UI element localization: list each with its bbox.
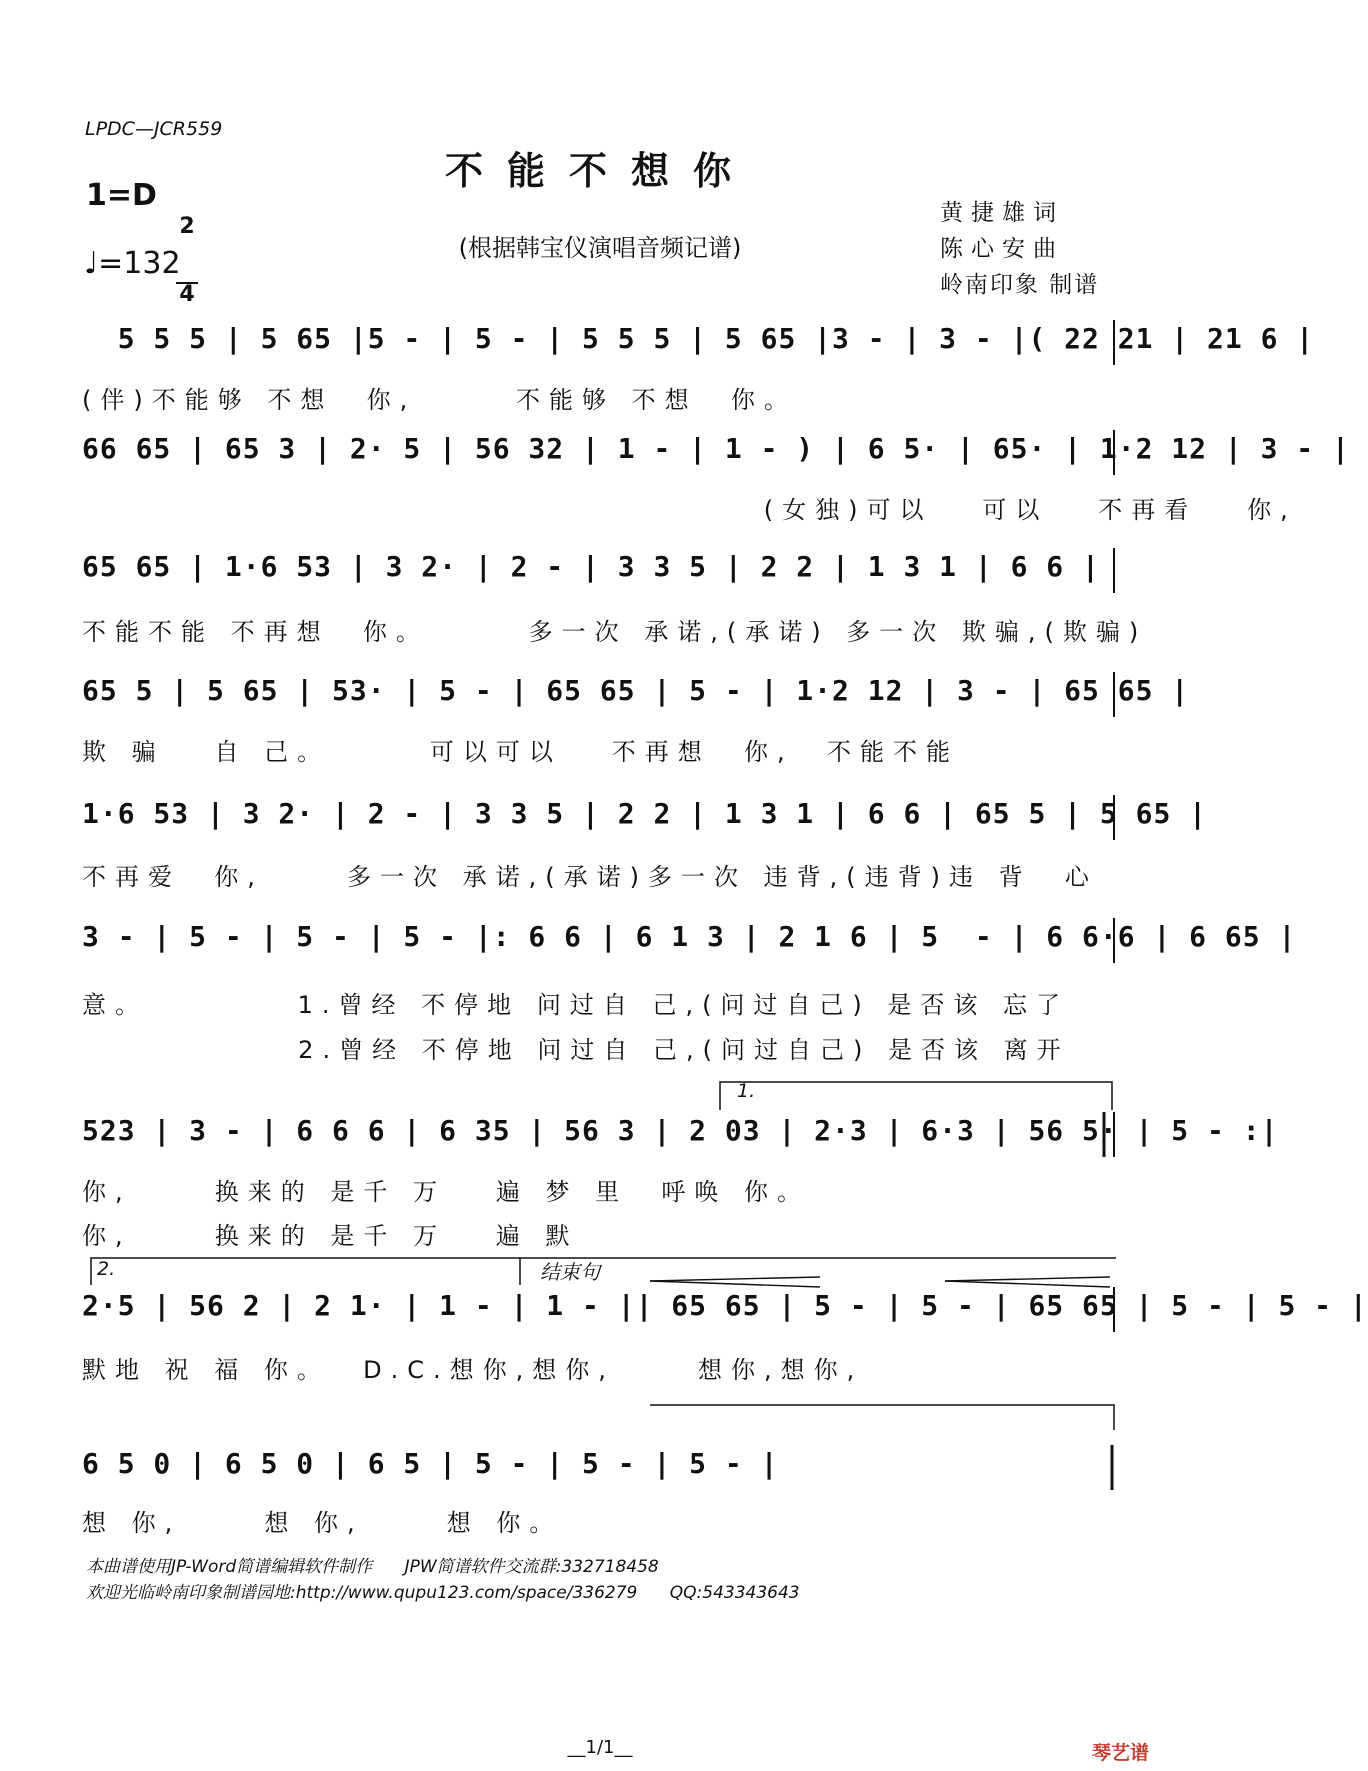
key-signature: 1=D [86, 178, 157, 213]
footer-website-note: 欢迎光临岭南印象制谱园地:http://www.qupu123.com/space/336279 QQ:543343643 [86, 1583, 800, 1603]
time-numerator: 2 [179, 214, 195, 239]
lyric-line-9: 想 你, 想 你, 想 你。 [82, 1509, 563, 1537]
staff-line-2: 66 65 | 65 3 | 2· 5 | 56 32 | 1 - | 1 - ) | 6 5· | 65· | 1·2 12 | 3 - | [82, 432, 1350, 465]
score-code: LPDC—JCR559 [85, 118, 223, 140]
subtitle: (根据韩宝仪演唱音频记谱) [458, 234, 742, 262]
staff-line-8: 2·5 | 56 2 | 2 1· | 1 - | 1 - || 65 65 | 5 - | 5 - | 65 65 | 5 - | 5 - | [82, 1289, 1368, 1322]
tempo-marking: ♩=132 [84, 246, 181, 281]
staff-line-7: 523 | 3 - | 6 6 6 | 6 35 | 56 3 | 2 03 | 2·3 | 6·3 | 56 5· | 5 - :| [82, 1114, 1279, 1147]
staff-line-4: 65 5 | 5 65 | 53· | 5 - | 65 65 | 5 - | 1·2 12 | 3 - | 65 65 | [82, 674, 1190, 707]
site-logo: 琴艺谱 [1092, 1742, 1150, 1764]
lyricist-credit: 黄捷雄词 [940, 200, 1064, 226]
volta-2-label: 2. [97, 1258, 116, 1280]
lyric-line-7-verse-2: 你, 换来的 是千 万 遍 默 [82, 1222, 579, 1250]
lyric-line-6-verse-1: 意。 1.曾经 不停地 问过自 己,(问过自己) 是否该 忘了 [82, 991, 1070, 1019]
arranger-credit: 岭南印象 制谱 [940, 272, 1100, 298]
volta-1-label: 1. [737, 1080, 756, 1102]
footer-software-note: 本曲谱使用JP-Word简谱编辑软件制作 JPW简谱软件交流群:332718458 [86, 1557, 659, 1577]
lyric-line-6-verse-2: 2.曾经 不停地 问过自 己,(问过自己) 是否该 离开 [82, 1036, 1070, 1064]
time-denominator: 4 [176, 282, 198, 306]
composer-credit: 陈心安曲 [940, 236, 1064, 262]
lyric-line-2: (女独)可以 可以 不再看 你, [82, 496, 1297, 524]
staff-line-6: 3 - | 5 - | 5 - | 5 - |: 6 6 | 6 1 3 | 2 1 6 | 5 - | 6 6·6 | 6 65 | [82, 920, 1297, 953]
lyric-line-3: 不能不能 不再想 你。 多一次 承诺,(承诺) 多一次 欺骗,(欺骗) [82, 618, 1148, 646]
lyric-line-4: 欺 骗 自 己。 可以可以 不再想 你, 不能不能 [82, 738, 959, 766]
staff-line-1: 5 5 5 | 5 65 |5 - | 5 - | 5 5 5 | 5 65 |3 - | 3 - |( 22 21 | 21 6 | [82, 322, 1315, 355]
staff-line-3: 65 65 | 1·6 53 | 3 2· | 2 - | 3 3 5 | 2 2 | 1 3 1 | 6 6 | [82, 550, 1100, 583]
page-number: __1/1__ [567, 1737, 633, 1758]
staff-line-5: 1·6 53 | 3 2· | 2 - | 3 3 5 | 2 2 | 1 3 1 | 6 6 | 65 5 | 5 65 | [82, 797, 1208, 830]
lyric-line-7-verse-1: 你, 换来的 是千 万 遍 梦 里 呼唤 你。 [82, 1178, 811, 1206]
song-title: 不能不想你 [444, 148, 755, 193]
lyric-line-1: (伴)不能够 不想 你, 不能够 不想 你。 [82, 386, 797, 414]
ending-label: 结束句 [540, 1260, 600, 1284]
staff-line-9: 6 5 0 | 6 5 0 | 6 5 | 5 - | 5 - | 5 - | [82, 1447, 779, 1480]
lyric-line-5: 不再爱 你, 多一次 承诺,(承诺)多一次 违背,(违背)违 背 心 [82, 863, 1098, 891]
lyric-line-8: 默地 祝 福 你。 D.C.想你,想你, 想你,想你, [82, 1356, 864, 1384]
